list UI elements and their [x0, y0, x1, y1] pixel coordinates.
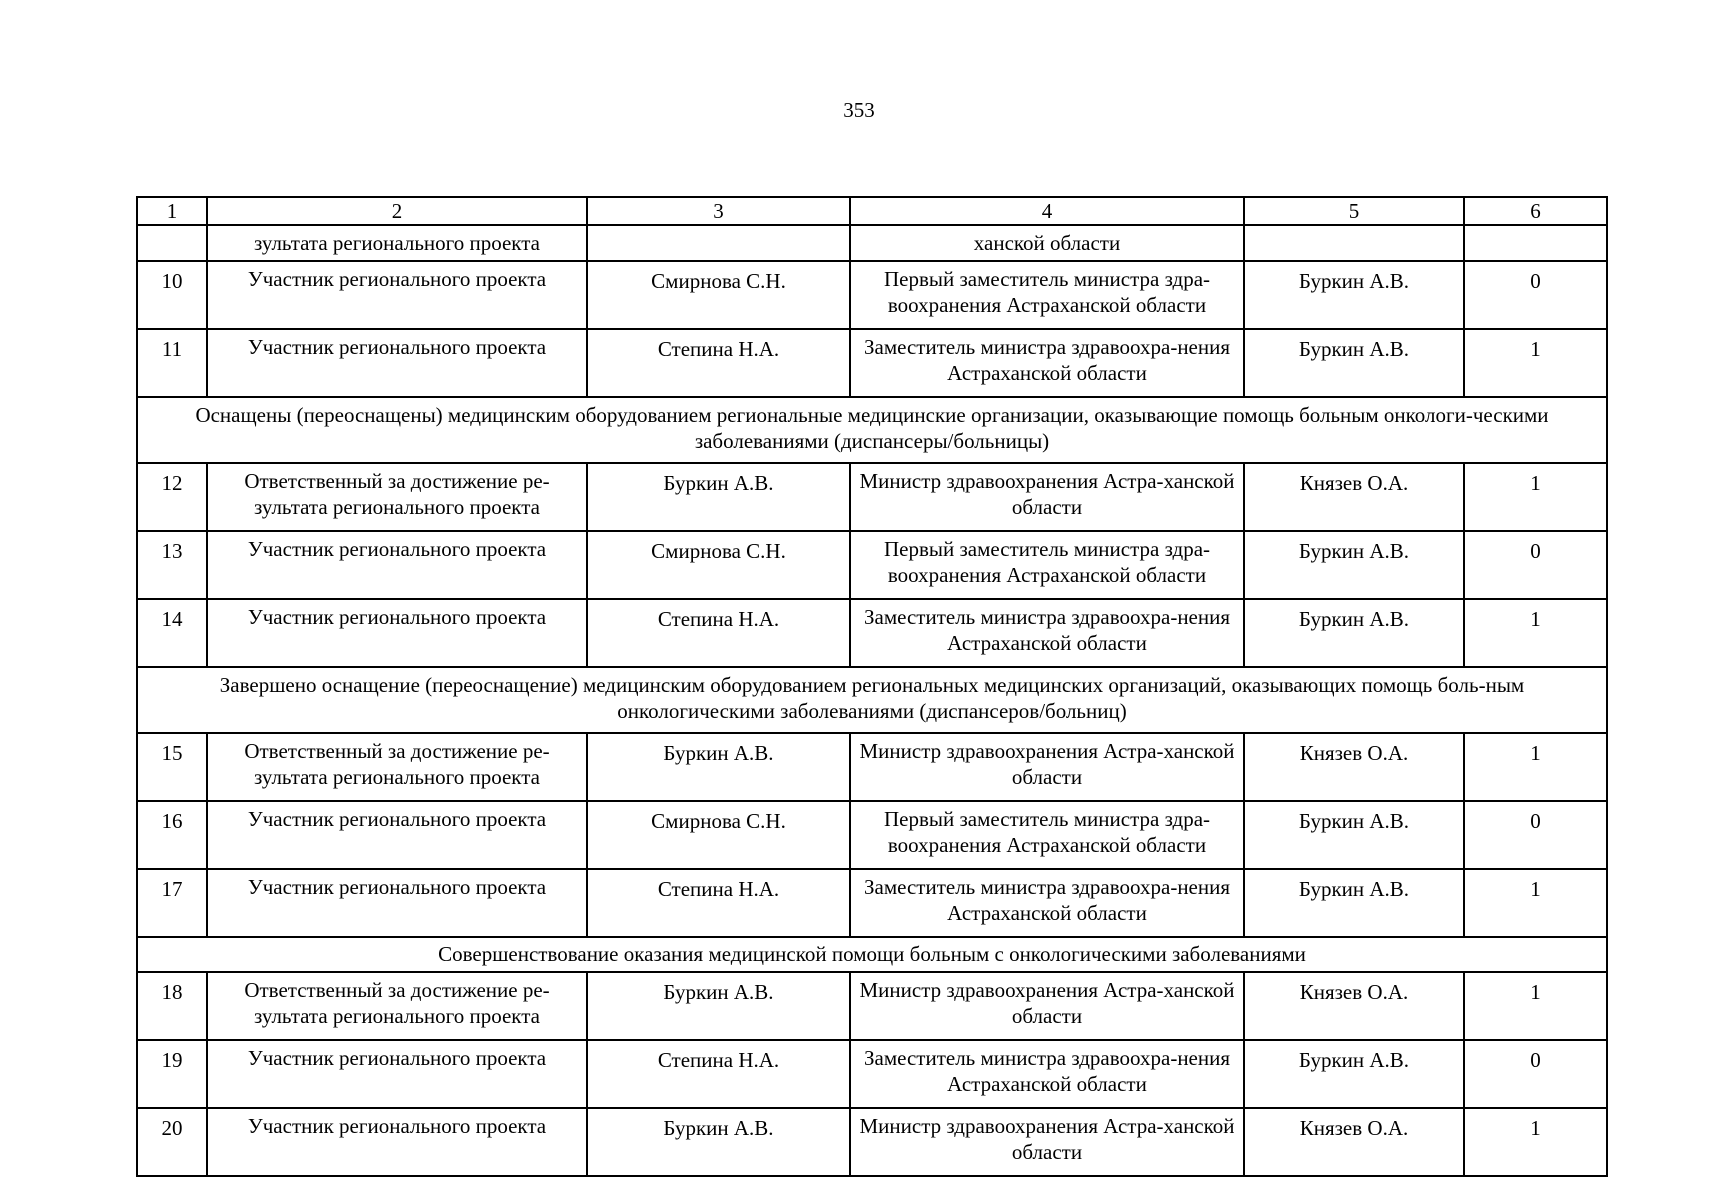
row-number: 12 — [137, 463, 207, 531]
column-header: 1 — [137, 197, 207, 225]
responsible-name: Смирнова С.Н. — [587, 801, 850, 869]
responsible-name: Смирнова С.Н. — [587, 261, 850, 329]
row-number: 13 — [137, 531, 207, 599]
share-value: 1 — [1464, 599, 1607, 667]
position-cell: Министр здравоохранения Астра-ханской области — [850, 463, 1244, 531]
responsible-name: Буркин А.В. — [587, 733, 850, 801]
column-header: 3 — [587, 197, 850, 225]
table-row — [137, 801, 1607, 869]
supervisor-name: Буркин А.В. — [1244, 599, 1464, 667]
row-number: 18 — [137, 972, 207, 1040]
section-title: Совершенствование оказания медицинской помощи больным с онкологическими заболеваниями — [137, 937, 1607, 972]
role-cell: Участник регионального проекта — [207, 531, 587, 599]
continuation-cell: ханской области — [850, 225, 1244, 261]
position-cell: Первый заместитель министра здра-воохранения Астраханской области — [850, 261, 1244, 329]
continuation-cell — [587, 225, 850, 261]
table-header-row — [137, 197, 1607, 225]
role-cell: Участник регионального проекта — [207, 599, 587, 667]
section-row — [137, 937, 1607, 972]
row-number: 15 — [137, 733, 207, 801]
supervisor-name: Буркин А.В. — [1244, 531, 1464, 599]
position-cell: Заместитель министра здравоохра-нения Астраханской области — [850, 1040, 1244, 1108]
column-header: 6 — [1464, 197, 1607, 225]
responsible-name: Буркин А.В. — [587, 1108, 850, 1176]
supervisor-name: Князев О.А. — [1244, 1108, 1464, 1176]
responsibility-table — [136, 196, 1608, 1177]
responsible-name: Степина Н.А. — [587, 329, 850, 397]
continuation-cell: зультата регионального проекта — [207, 225, 587, 261]
table-row — [137, 599, 1607, 667]
table-body — [137, 197, 1607, 1176]
table-row — [137, 329, 1607, 397]
supervisor-name: Буркин А.В. — [1244, 869, 1464, 937]
page-number: 353 — [843, 98, 875, 122]
column-header: 5 — [1244, 197, 1464, 225]
role-cell: Ответственный за достижение ре-зультата регионального проекта — [207, 733, 587, 801]
supervisor-name: Князев О.А. — [1244, 972, 1464, 1040]
responsible-name: Смирнова С.Н. — [587, 531, 850, 599]
table-row — [137, 1108, 1607, 1176]
role-cell: Ответственный за достижение ре-зультата регионального проекта — [207, 972, 587, 1040]
continuation-cell — [137, 225, 207, 261]
share-value: 0 — [1464, 801, 1607, 869]
supervisor-name: Буркин А.В. — [1244, 1040, 1464, 1108]
share-value: 0 — [1464, 531, 1607, 599]
responsible-name: Степина Н.А. — [587, 599, 850, 667]
position-cell: Первый заместитель министра здра-воохранения Астраханской области — [850, 531, 1244, 599]
continuation-cell — [1244, 225, 1464, 261]
responsible-name: Буркин А.В. — [587, 463, 850, 531]
responsible-name: Буркин А.В. — [587, 972, 850, 1040]
table-row — [137, 1040, 1607, 1108]
role-cell: Участник регионального проекта — [207, 1108, 587, 1176]
row-number: 10 — [137, 261, 207, 329]
supervisor-name: Князев О.А. — [1244, 463, 1464, 531]
responsible-name: Степина Н.А. — [587, 869, 850, 937]
share-value: 1 — [1464, 869, 1607, 937]
share-value: 1 — [1464, 1108, 1607, 1176]
position-cell: Заместитель министра здравоохра-нения Астраханской области — [850, 869, 1244, 937]
share-value: 1 — [1464, 733, 1607, 801]
position-cell: Министр здравоохранения Астра-ханской области — [850, 972, 1244, 1040]
row-number: 17 — [137, 869, 207, 937]
share-value: 1 — [1464, 463, 1607, 531]
role-cell: Участник регионального проекта — [207, 329, 587, 397]
share-value: 1 — [1464, 972, 1607, 1040]
section-row — [137, 667, 1607, 733]
role-cell: Ответственный за достижение ре-зультата регионального проекта — [207, 463, 587, 531]
table-row — [137, 463, 1607, 531]
table-row — [137, 869, 1607, 937]
role-cell: Участник регионального проекта — [207, 1040, 587, 1108]
table-row — [137, 972, 1607, 1040]
row-number: 14 — [137, 599, 207, 667]
position-cell: Заместитель министра здравоохра-нения Астраханской области — [850, 599, 1244, 667]
share-value: 1 — [1464, 329, 1607, 397]
position-cell: Заместитель министра здравоохра-нения Астраханской области — [850, 329, 1244, 397]
continuation-cell — [1464, 225, 1607, 261]
share-value: 0 — [1464, 261, 1607, 329]
table-row — [137, 261, 1607, 329]
supervisor-name: Князев О.А. — [1244, 733, 1464, 801]
section-row — [137, 397, 1607, 463]
supervisor-name: Буркин А.В. — [1244, 261, 1464, 329]
role-cell: Участник регионального проекта — [207, 261, 587, 329]
column-header: 4 — [850, 197, 1244, 225]
responsible-name: Степина Н.А. — [587, 1040, 850, 1108]
position-cell: Первый заместитель министра здра-воохранения Астраханской области — [850, 801, 1244, 869]
row-number: 19 — [137, 1040, 207, 1108]
column-header: 2 — [207, 197, 587, 225]
section-title: Оснащены (переоснащены) медицинским оборудованием региональные медицинские организации, оказывающие помощь больным онкологи-ческими заболеваниями (диспансеры/больницы) — [137, 397, 1607, 463]
table-row — [137, 531, 1607, 599]
section-title: Завершено оснащение (переоснащение) медицинским оборудованием региональных медицинских организаций, оказывающих помощь боль-ным онкологическими заболеваниями (диспансеров/больниц) — [137, 667, 1607, 733]
role-cell: Участник регионального проекта — [207, 869, 587, 937]
share-value: 0 — [1464, 1040, 1607, 1108]
supervisor-name: Буркин А.В. — [1244, 329, 1464, 397]
position-cell: Министр здравоохранения Астра-ханской области — [850, 733, 1244, 801]
position-cell: Министр здравоохранения Астра-ханской области — [850, 1108, 1244, 1176]
row-number: 16 — [137, 801, 207, 869]
row-number: 11 — [137, 329, 207, 397]
supervisor-name: Буркин А.В. — [1244, 801, 1464, 869]
table-row — [137, 733, 1607, 801]
row-number: 20 — [137, 1108, 207, 1176]
continuation-row — [137, 225, 1607, 261]
role-cell: Участник регионального проекта — [207, 801, 587, 869]
